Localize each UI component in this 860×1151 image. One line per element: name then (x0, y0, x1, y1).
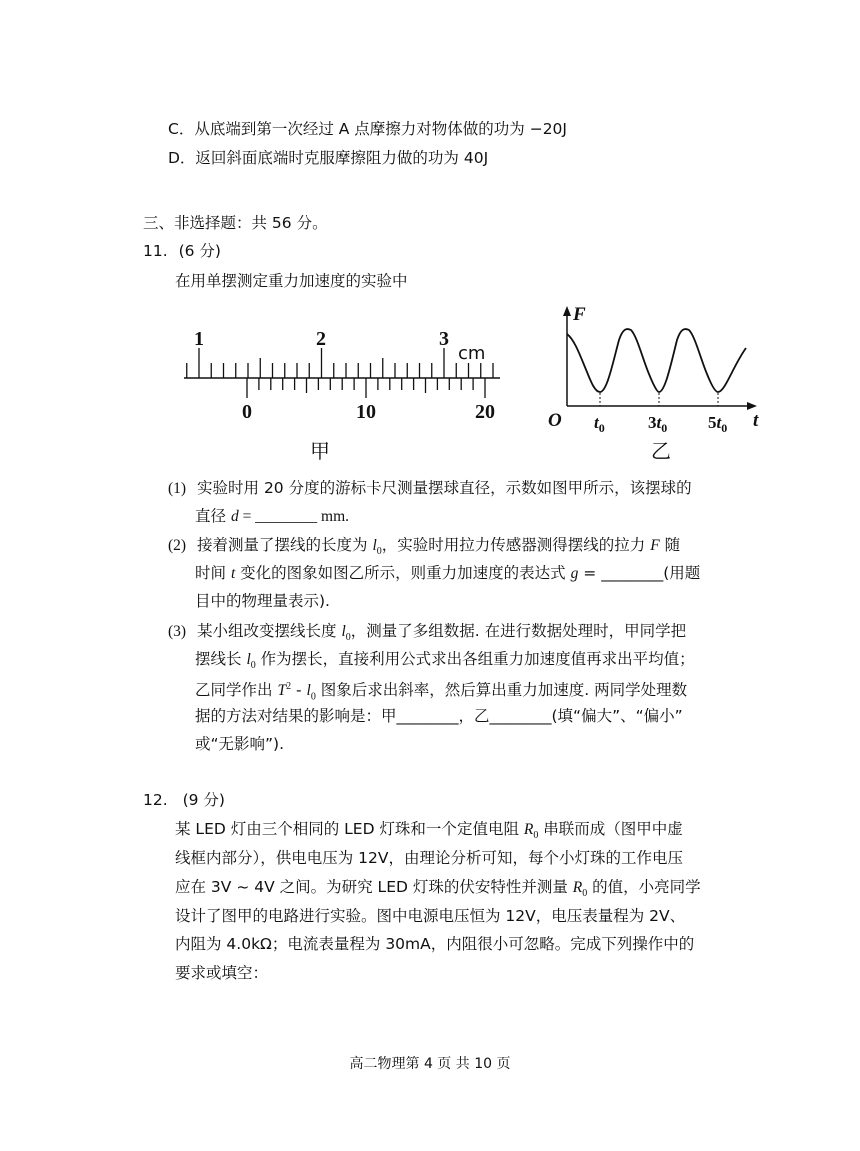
var-d: d (230, 508, 239, 525)
vernier-label-20: 20 (475, 401, 495, 423)
q12-line2: 线框内部分），供电电压为 12V，由理论分析可知，每个小灯珠的工作电压 (175, 849, 684, 867)
q11-intro: 在用单摆测定重力加速度的实验中 (175, 272, 408, 290)
var-F: F (650, 537, 660, 554)
page-footer: 高二物理第 4 页 共 10 页 (349, 1056, 511, 1072)
text-segment: 摆线长 (195, 650, 247, 668)
text-segment: 串联而成（图甲中虚 (538, 820, 683, 838)
text-segment: 直径 (195, 507, 231, 525)
subscript-0: 0 (376, 546, 382, 558)
q11-part2-line2 (195, 563, 700, 584)
text-segment: 乙同学作出 (195, 681, 278, 700)
text-segment: 变化的图象如图乙所示，则重力加速度的表达式 (235, 564, 571, 582)
q11-part3-line4: 据的方法对结果的影响是：甲________，乙________(填“偏大”、“偏小” (195, 707, 683, 725)
var-g: g (570, 565, 579, 582)
q12-line3 (175, 877, 701, 904)
figure-b-caption: 乙 (651, 439, 671, 463)
var-l: l (306, 682, 311, 700)
text-segment: 接着测量了摆线的长度为 (197, 536, 373, 554)
main-scale-unit: cm (458, 343, 486, 364)
force-curve (567, 329, 746, 392)
answer-blank-g: = ________(用题 (578, 564, 701, 582)
vernier-label-0: 0 (242, 401, 252, 423)
text-segment: ，测量了多组数据. 在进行数据处理时，甲同学把 (350, 622, 687, 640)
main-scale-label-1: 1 (194, 328, 204, 350)
q11-part2-line1 (168, 535, 680, 562)
vernier-label-10: 10 (356, 401, 376, 423)
section-heading: 三、非选择题：共 56 分。 (143, 214, 328, 232)
option-d: D．返回斜面底端时克服摩擦阻力做的功为 40J (168, 149, 489, 167)
var-l: l (372, 537, 377, 554)
origin-label: O (548, 410, 562, 431)
q12-line4: 设计了图甲的电路进行实验。图中电源电压恒为 12V，电压表量程为 2V、 (175, 907, 686, 925)
q11-part2-number: (2) (168, 537, 187, 554)
subscript-0: 0 (310, 691, 316, 703)
q12-header (143, 790, 225, 810)
q11-part3-line3 (195, 677, 687, 707)
force-time-graph (545, 302, 770, 464)
subscript-0: 0 (250, 660, 256, 672)
var-l: l (246, 651, 251, 668)
q12-line1 (175, 819, 683, 846)
var-R: R (572, 879, 583, 896)
q12-line5: 内阻为 4.0kΩ；电流表量程为 30mA，内阻很小可忽略。完成下列操作中的 (175, 935, 695, 953)
x-axis-label: t (753, 410, 759, 431)
q12-line6: 要求或填空： (175, 964, 269, 982)
var-R: R (523, 821, 534, 838)
q11-part1-text: 实验时用 20 分度的游标卡尺测量摆球直径，示数如图甲所示，该摆球的 (197, 479, 692, 497)
subscript-0: 0 (533, 830, 539, 842)
vernier-caliper-figure (178, 322, 508, 464)
var-l: l (341, 623, 346, 640)
q11-part3-line5: 或“无影响”). (195, 735, 285, 753)
text-segment: ，实验时用拉力传感器测得摆线的拉力 (381, 536, 651, 554)
q11-part1-line1 (168, 478, 692, 499)
q11-part3-line2 (195, 649, 695, 676)
q12-points: (9 分) (182, 791, 225, 809)
main-scale-label-2: 2 (316, 328, 326, 350)
main-scale-label-3: 3 (439, 328, 449, 350)
text-segment: - (291, 681, 307, 700)
q11-part1-line2 (195, 506, 349, 527)
text-segment: 随 (659, 536, 681, 554)
var-t: t (230, 565, 236, 582)
text-segment: 时间 (195, 564, 231, 582)
var-T: T (277, 682, 287, 700)
figure-a-caption: 甲 (310, 439, 330, 463)
tick-5t0: $5t_0$ (708, 413, 728, 435)
text-segment: 应在 3V ~ 4V 之间。为研究 LED 灯珠的伏安特性并测量 (175, 878, 573, 896)
q11-header (143, 241, 221, 261)
option-c: C．从底端到第一次经过 A 点摩擦力对物体做的功为 −20J (168, 120, 567, 138)
q11-part2-line3: 目中的物理量表示). (195, 592, 330, 610)
main-scale-ticks (187, 348, 493, 378)
y-axis-label: F (573, 304, 586, 325)
subscript-0: 0 (345, 632, 351, 644)
q11-part3-line1 (168, 621, 686, 648)
q12-number: 12. (143, 791, 168, 809)
text-segment: 图象后求出斜率，然后算出重力加速度. 两同学处理数 (315, 681, 688, 700)
answer-blank-d: = ________ mm. (238, 508, 350, 525)
text-segment: 某小组改变摆线长度 (197, 622, 342, 640)
q11-part1-number: (1) (168, 480, 187, 497)
q11-number: 11. (143, 242, 168, 260)
tick-t0: $t_0$ (594, 413, 605, 435)
q11-points: (6 分) (178, 242, 221, 260)
text-segment: 作为摆长，直接利用公式求出各组重力加速度值再求出平均值； (255, 650, 695, 668)
tick-3t0: $3t_0$ (648, 413, 668, 435)
vernier-scale-ticks (247, 378, 485, 398)
text-segment: 的值，小亮同学 (587, 878, 701, 896)
q11-part3-number: (3) (168, 623, 187, 640)
text-segment: 某 LED 灯由三个相同的 LED 灯珠和一个定值电阻 (175, 820, 524, 838)
subscript-0: 0 (582, 888, 588, 900)
superscript-2: 2 (286, 681, 292, 692)
